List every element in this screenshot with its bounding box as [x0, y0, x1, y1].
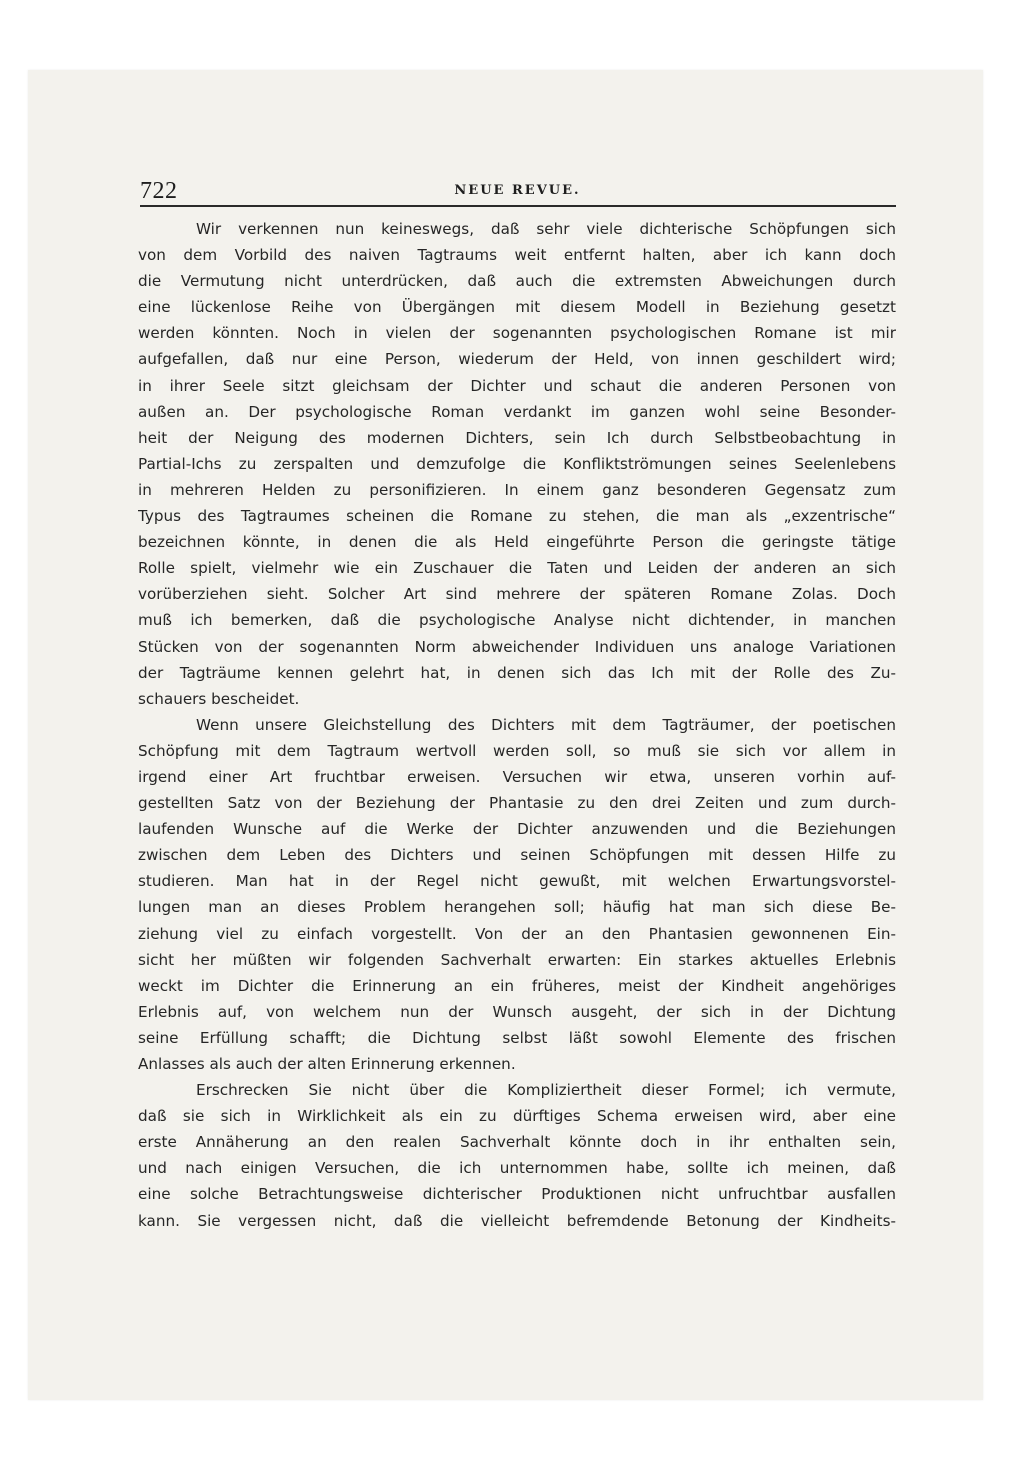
text-line: bezeichnen könnte, in denen die als Held eingeführte Person die geringste tätige	[138, 533, 896, 552]
text-line: lungen man an dieses Problem herangehen soll; häufig hat man sich diese Be-	[138, 898, 896, 917]
text-line: muß ich bemerken, daß die psychologische Analyse nicht dichtender, in manchen	[138, 611, 896, 630]
text-line: Erlebnis auf, von welchem nun der Wunsch ausgeht, der sich in der Dichtung	[138, 1002, 896, 1021]
text-line: gestellten Satz von der Beziehung der Phantasie zu den drei Zeiten und zum durch-	[138, 794, 896, 813]
text-line: vorüberziehen sieht. Solcher Art sind mehrere der späteren Romane Zolas. Doch	[138, 585, 896, 604]
text-line: studieren. Man hat in der Regel nicht gewußt, mit welchen Erwartungsvorstel-	[138, 872, 896, 891]
text-line: daß sie sich in Wirklichkeit als ein zu dürftiges Schema erweisen wird, aber eine	[138, 1107, 896, 1126]
text-line: Typus des Tagtraumes scheinen die Romane zu stehen, die man als „exzentrische“	[138, 507, 896, 526]
text-line: die Vermutung nicht unterdrücken, daß auch die extremsten Abweichungen durch	[138, 272, 896, 291]
text-line: in ihrer Seele sitzt gleichsam der Dichter und schaut die anderen Personen von	[138, 376, 896, 395]
text-line: in mehreren Helden zu personifizieren. In einem ganz besonderen Gegensatz zum	[138, 480, 896, 499]
text-line: kann. Sie vergessen nicht, daß die vielleicht befremdende Betonung der Kindheits-	[138, 1211, 896, 1230]
text-line: von dem Vorbild des naiven Tagtraums weit entfernt halten, aber ich kann doch	[138, 246, 896, 265]
text-line: Rolle spielt, vielmehr wie ein Zuschauer die Taten und Leiden der anderen an sich	[138, 559, 896, 578]
text-line: Erschrecken Sie nicht über die Kompliziertheit dieser Formel; ich vermute,	[196, 1081, 896, 1100]
journal-title: NEUE REVUE.	[454, 183, 581, 198]
text-line: Stücken von der sogenannten Norm abweichender Individuen uns analoge Variationen	[138, 637, 896, 656]
text-line: eine lückenlose Reihe von Übergängen mit diesem Modell in Beziehung gesetzt	[138, 298, 896, 317]
page-number: 722	[140, 178, 178, 204]
text-line: erste Annäherung an den realen Sachverhalt könnte doch in ihr enthalten sein,	[138, 1133, 896, 1152]
text-line: sicht her müßten wir folgenden Sachverhalt erwarten: Ein starkes aktuelles Erlebnis	[138, 950, 896, 969]
text-line: heit der Neigung des modernen Dichters, sein Ich durch Selbstbeobachtung in	[138, 428, 896, 447]
text-line: ziehung viel zu einfach vorgestellt. Von der an den Phantasien gewonnenen Ein-	[138, 924, 896, 943]
body-text	[138, 216, 896, 1234]
text-line: werden könnten. Noch in vielen der sogenannten psychologischen Romane ist mir	[138, 324, 896, 343]
text-line: irgend einer Art fruchtbar erweisen. Versuchen wir etwa, unseren vorhin auf-	[138, 767, 896, 786]
text-line: Anlasses als auch der alten Erinnerung erkennen.	[138, 1055, 516, 1073]
text-line: außen an. Der psychologische Roman verdankt im ganzen wohl seine Besonder-	[138, 402, 896, 421]
text-line: seine Erfüllung schafft; die Dichtung selbst läßt sowohl Elemente des frischen	[138, 1028, 896, 1047]
text-line: Partial-Ichs zu zerspalten und demzufolge die Konfliktströmungen seines Seelenlebens	[138, 454, 896, 473]
text-line: eine solche Betrachtungsweise dichterischer Produktionen nicht unfruchtbar ausfallen	[138, 1185, 896, 1204]
text-line: zwischen dem Leben des Dichters und seinen Schöpfungen mit dessen Hilfe zu	[138, 846, 896, 865]
text-line: und nach einigen Versuchen, die ich unternommen habe, sollte ich meinen, daß	[138, 1159, 896, 1178]
text-line: Schöpfung mit dem Tagtraum wertvoll werden soll, so muß sie sich vor allem in	[138, 741, 896, 760]
text-line: der Tagträume kennen gelehrt hat, in denen sich das Ich mit der Rolle des Zu-	[138, 663, 896, 682]
text-line: aufgefallen, daß nur eine Person, wiederum der Held, von innen geschildert wird;	[138, 350, 896, 369]
text-line: weckt im Dichter die Erinnerung an ein früheres, meist der Kindheit angehöriges	[138, 976, 896, 995]
header-rule	[140, 205, 896, 207]
text-line: Wenn unsere Gleichstellung des Dichters mit dem Tagträumer, der poetischen	[196, 715, 896, 734]
running-head	[140, 178, 895, 206]
text-line: schauers bescheidet.	[138, 689, 300, 708]
text-line: laufenden Wunsche auf die Werke der Dichter anzuwenden und die Beziehungen	[138, 820, 896, 839]
text-line: Wir verkennen nun keineswegs, daß sehr viele dichterische Schöpfungen sich	[196, 220, 896, 238]
